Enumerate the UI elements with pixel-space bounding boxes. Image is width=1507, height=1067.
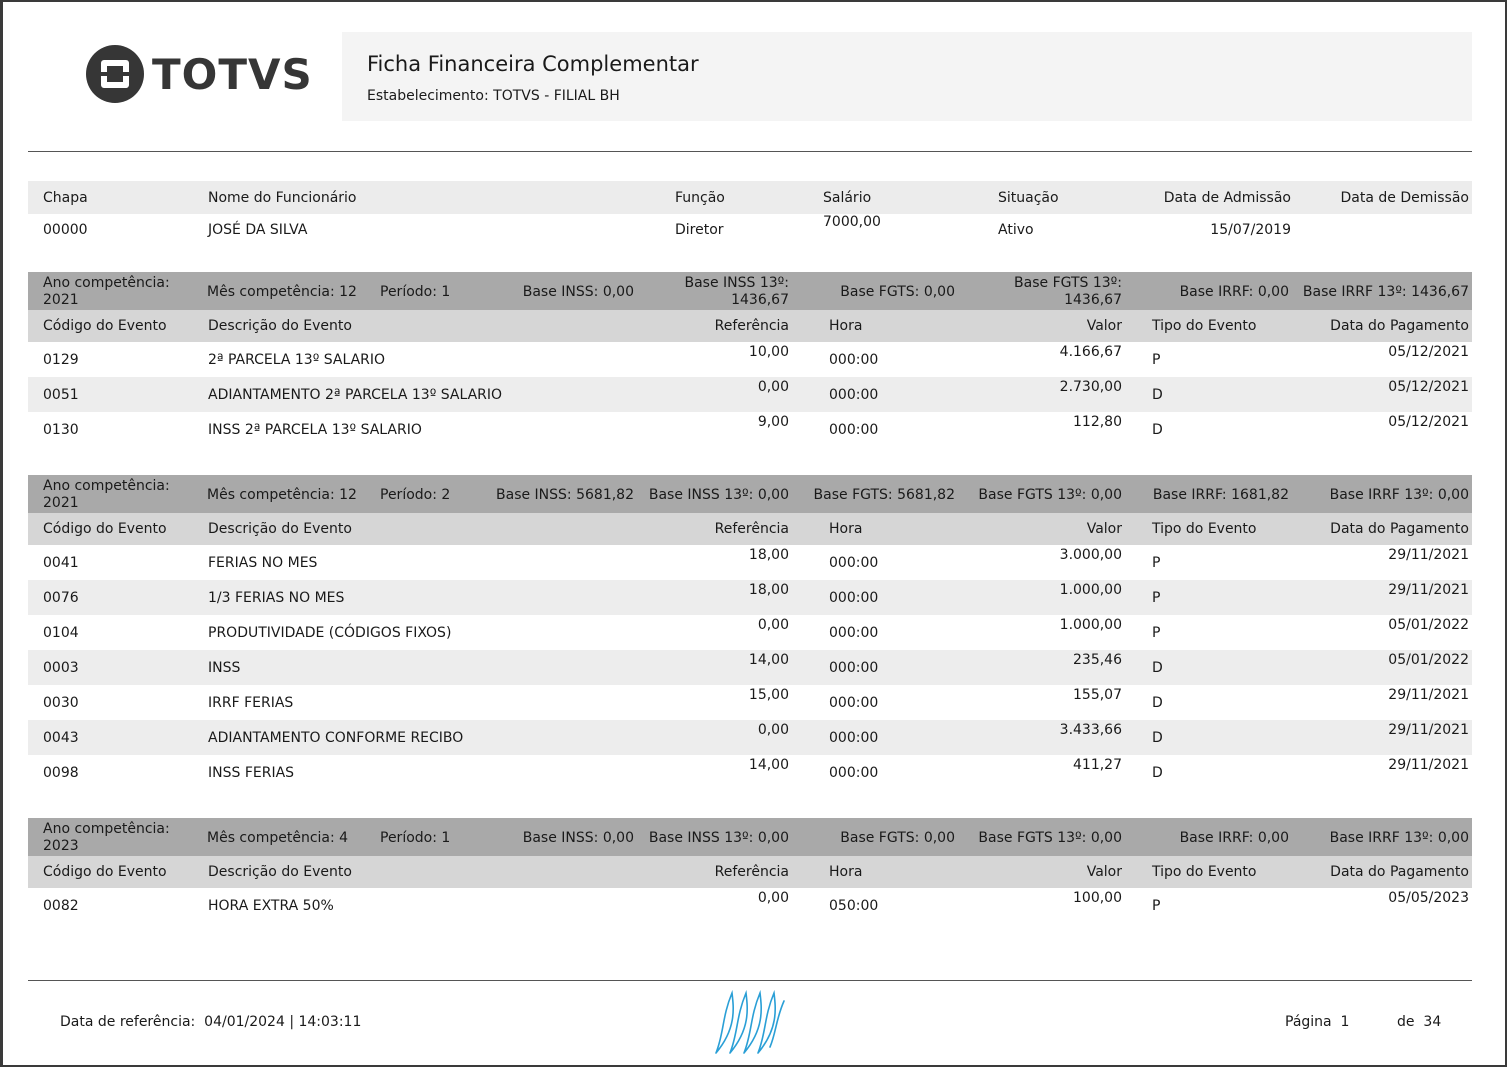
event-description: PRODUTIVIDADE (CÓDIGOS FIXOS) bbox=[208, 625, 452, 641]
employee-salario: 7000,00 bbox=[823, 214, 881, 230]
event-hour: 000:00 bbox=[829, 352, 879, 368]
col-tipo: Tipo do Evento bbox=[1152, 521, 1257, 537]
event-payment-date: 29/11/2021 bbox=[1388, 722, 1469, 738]
reference-separator: | bbox=[289, 1014, 295, 1030]
col-referencia: Referência bbox=[714, 318, 789, 334]
employee-header bbox=[28, 181, 1472, 214]
ano-value: 2021 bbox=[43, 495, 79, 511]
col-valor: Valor bbox=[1086, 318, 1122, 334]
label-chapa: Chapa bbox=[43, 190, 88, 206]
base-inss: Base INSS: 5681,82 bbox=[496, 487, 634, 503]
event-description: INSS FERIAS bbox=[208, 765, 295, 781]
label-admissao: Data de Admissão bbox=[1163, 190, 1291, 206]
mes-competencia: Mês competência: 4 bbox=[207, 830, 349, 846]
table-row bbox=[28, 755, 1472, 790]
report-title: Ficha Financeira Complementar bbox=[367, 52, 699, 76]
label-funcao: Função bbox=[675, 190, 725, 206]
event-code: 0098 bbox=[43, 765, 79, 781]
event-code: 0041 bbox=[43, 555, 79, 571]
event-payment-date: 29/11/2021 bbox=[1388, 687, 1469, 703]
page-label: Página bbox=[1285, 1014, 1332, 1030]
event-code: 0129 bbox=[43, 352, 79, 368]
table-row bbox=[28, 720, 1472, 755]
table-row bbox=[28, 888, 1472, 923]
event-reference: 18,00 bbox=[748, 582, 789, 598]
event-reference: 15,00 bbox=[748, 687, 789, 703]
base-fgts: Base FGTS: 5681,82 bbox=[813, 487, 955, 503]
event-code: 0076 bbox=[43, 590, 79, 606]
event-value: 3.433,66 bbox=[1059, 722, 1122, 738]
base-fgts13: Base FGTS 13º: 0,00 bbox=[978, 487, 1122, 503]
event-type: P bbox=[1152, 590, 1161, 606]
section-header bbox=[28, 272, 1472, 310]
event-hour: 000:00 bbox=[829, 555, 879, 571]
base-irrf: Base IRRF: 1681,82 bbox=[1152, 487, 1289, 503]
label-demissao: Data de Demissão bbox=[1340, 190, 1469, 206]
event-reference: 9,00 bbox=[757, 414, 789, 430]
event-value: 112,80 bbox=[1073, 414, 1122, 430]
ano-label: Ano competência: bbox=[43, 275, 170, 291]
event-reference: 14,00 bbox=[748, 652, 789, 668]
table-row bbox=[28, 650, 1472, 685]
event-type: D bbox=[1152, 730, 1163, 746]
page-of-label: de bbox=[1397, 1014, 1415, 1030]
page-indicator bbox=[1285, 1014, 1349, 1030]
col-referencia: Referência bbox=[714, 521, 789, 537]
column-header bbox=[28, 513, 1472, 545]
table-row bbox=[28, 615, 1472, 650]
event-payment-date: 05/12/2021 bbox=[1388, 379, 1469, 395]
event-description: ADIANTAMENTO 2ª PARCELA 13º SALARIO bbox=[208, 387, 503, 403]
event-type: D bbox=[1152, 765, 1163, 781]
employee-nome: JOSÉ DA SILVA bbox=[208, 222, 308, 238]
event-reference: 0,00 bbox=[757, 722, 789, 738]
event-type: P bbox=[1152, 352, 1161, 368]
col-valor: Valor bbox=[1086, 864, 1122, 880]
table-row bbox=[28, 685, 1472, 720]
establishment bbox=[367, 88, 620, 104]
event-code: 0043 bbox=[43, 730, 79, 746]
event-description: FERIAS NO MES bbox=[208, 555, 318, 571]
event-description: HORA EXTRA 50% bbox=[208, 898, 334, 914]
totvs-waves-icon bbox=[712, 989, 788, 1057]
ano-value: 2021 bbox=[43, 292, 79, 308]
event-payment-date: 05/05/2023 bbox=[1388, 890, 1469, 906]
page-number: 1 bbox=[1340, 1014, 1350, 1030]
base-inss: Base INSS: 0,00 bbox=[522, 830, 634, 846]
event-value: 2.730,00 bbox=[1059, 379, 1122, 395]
base-fgts: Base FGTS: 0,00 bbox=[840, 284, 955, 300]
event-description: INSS 2ª PARCELA 13º SALARIO bbox=[208, 422, 422, 438]
event-code: 0082 bbox=[43, 898, 79, 914]
employee-funcao: Diretor bbox=[675, 222, 724, 238]
event-hour: 000:00 bbox=[829, 660, 879, 676]
col-codigo: Código do Evento bbox=[43, 864, 167, 880]
competency-section bbox=[28, 818, 1472, 923]
event-description: IRRF FERIAS bbox=[208, 695, 294, 711]
reference-date-value: 04/01/2024 bbox=[204, 1014, 285, 1030]
event-reference: 0,00 bbox=[757, 379, 789, 395]
base-fgts13: Base FGTS 13º: bbox=[1014, 275, 1122, 291]
periodo: Período: 1 bbox=[380, 830, 451, 846]
label-nome: Nome do Funcionário bbox=[208, 190, 357, 206]
event-type: D bbox=[1152, 422, 1163, 438]
event-value: 235,46 bbox=[1073, 652, 1122, 668]
col-data-pagamento: Data do Pagamento bbox=[1330, 318, 1469, 334]
reference-date bbox=[60, 1014, 361, 1030]
event-type: D bbox=[1152, 387, 1163, 403]
ano-value: 2023 bbox=[43, 838, 79, 854]
column-header bbox=[28, 856, 1472, 888]
header-divider bbox=[28, 151, 1472, 152]
event-hour: 000:00 bbox=[829, 590, 879, 606]
event-hour: 000:00 bbox=[829, 730, 879, 746]
totvs-logo-icon bbox=[86, 45, 144, 103]
event-hour: 000:00 bbox=[829, 422, 879, 438]
base-inss13: Base INSS 13º: 0,00 bbox=[648, 830, 789, 846]
event-payment-date: 05/12/2021 bbox=[1388, 414, 1469, 430]
report-title-box bbox=[342, 32, 1472, 121]
label-salario: Salário bbox=[823, 190, 872, 206]
establishment-value: TOTVS - FILIAL BH bbox=[493, 88, 620, 104]
footer-divider bbox=[28, 980, 1472, 981]
col-valor: Valor bbox=[1086, 521, 1122, 537]
event-payment-date: 29/11/2021 bbox=[1388, 582, 1469, 598]
employee-chapa: 00000 bbox=[43, 222, 88, 238]
col-hora: Hora bbox=[829, 864, 863, 880]
ano-label: Ano competência: bbox=[43, 821, 170, 837]
periodo: Período: 2 bbox=[380, 487, 451, 503]
event-reference: 18,00 bbox=[748, 547, 789, 563]
col-tipo: Tipo do Evento bbox=[1152, 864, 1257, 880]
mes-competencia: Mês competência: 12 bbox=[207, 284, 357, 300]
event-code: 0030 bbox=[43, 695, 79, 711]
event-payment-date: 29/11/2021 bbox=[1388, 757, 1469, 773]
event-payment-date: 05/12/2021 bbox=[1388, 344, 1469, 360]
event-description: ADIANTAMENTO CONFORME RECIBO bbox=[208, 730, 464, 746]
base-inss13: Base INSS 13º: bbox=[684, 275, 789, 291]
base-inss13: Base INSS 13º: 0,00 bbox=[648, 487, 789, 503]
event-code: 0104 bbox=[43, 625, 79, 641]
event-value: 100,00 bbox=[1073, 890, 1122, 906]
brand-name: TOTVS bbox=[152, 49, 313, 99]
col-descricao: Descrição do Evento bbox=[208, 318, 352, 334]
col-referencia: Referência bbox=[714, 864, 789, 880]
page-total bbox=[1397, 1014, 1441, 1030]
event-value: 155,07 bbox=[1073, 687, 1122, 703]
event-reference: 0,00 bbox=[757, 617, 789, 633]
event-value: 1.000,00 bbox=[1059, 617, 1122, 633]
section-header bbox=[28, 475, 1472, 513]
mes-competencia: Mês competência: 12 bbox=[207, 487, 357, 503]
base-irrf13: Base IRRF 13º: 1436,67 bbox=[1302, 284, 1469, 300]
event-payment-date: 29/11/2021 bbox=[1388, 547, 1469, 563]
col-descricao: Descrição do Evento bbox=[208, 521, 352, 537]
event-type: P bbox=[1152, 555, 1161, 571]
col-codigo: Código do Evento bbox=[43, 521, 167, 537]
col-codigo: Código do Evento bbox=[43, 318, 167, 334]
reference-label: Data de referência: bbox=[60, 1014, 196, 1030]
base-irrf: Base IRRF: 0,00 bbox=[1179, 830, 1289, 846]
page-total-value: 34 bbox=[1423, 1014, 1442, 1030]
table-row bbox=[28, 342, 1472, 377]
event-reference: 0,00 bbox=[757, 890, 789, 906]
ano-label: Ano competência: bbox=[43, 478, 170, 494]
event-description: 1/3 FERIAS NO MES bbox=[208, 590, 345, 606]
event-type: D bbox=[1152, 695, 1163, 711]
event-code: 0051 bbox=[43, 387, 79, 403]
event-type: P bbox=[1152, 625, 1161, 641]
competency-section bbox=[28, 272, 1472, 447]
label-situacao: Situação bbox=[998, 190, 1059, 206]
col-descricao: Descrição do Evento bbox=[208, 864, 352, 880]
event-value: 411,27 bbox=[1073, 757, 1122, 773]
col-hora: Hora bbox=[829, 521, 863, 537]
base-fgts: Base FGTS: 0,00 bbox=[840, 830, 955, 846]
table-row bbox=[28, 377, 1472, 412]
event-payment-date: 05/01/2022 bbox=[1388, 617, 1469, 633]
table-row bbox=[28, 580, 1472, 615]
col-data-pagamento: Data do Pagamento bbox=[1330, 521, 1469, 537]
base-irrf: Base IRRF: 0,00 bbox=[1179, 284, 1289, 300]
section-header bbox=[28, 818, 1472, 856]
event-reference: 14,00 bbox=[748, 757, 789, 773]
totvs-logo bbox=[86, 45, 313, 103]
event-value: 1.000,00 bbox=[1059, 582, 1122, 598]
base-irrf13: Base IRRF 13º: 0,00 bbox=[1329, 487, 1469, 503]
event-payment-date: 05/01/2022 bbox=[1388, 652, 1469, 668]
event-description: INSS bbox=[208, 660, 241, 676]
event-type: P bbox=[1152, 898, 1161, 914]
base-fgts13: Base FGTS 13º: 0,00 bbox=[978, 830, 1122, 846]
competency-section bbox=[28, 475, 1472, 790]
base-irrf13: Base IRRF 13º: 0,00 bbox=[1329, 830, 1469, 846]
base-inss13-value: 1436,67 bbox=[731, 292, 789, 308]
event-code: 0003 bbox=[43, 660, 79, 676]
event-hour: 000:00 bbox=[829, 695, 879, 711]
column-header bbox=[28, 310, 1472, 342]
col-tipo: Tipo do Evento bbox=[1152, 318, 1257, 334]
col-hora: Hora bbox=[829, 318, 863, 334]
reference-time-value: 14:03:11 bbox=[298, 1014, 362, 1030]
event-hour: 000:00 bbox=[829, 765, 879, 781]
table-row bbox=[28, 545, 1472, 580]
event-hour: 000:00 bbox=[829, 387, 879, 403]
base-inss: Base INSS: 0,00 bbox=[522, 284, 634, 300]
event-value: 3.000,00 bbox=[1059, 547, 1122, 563]
event-hour: 050:00 bbox=[829, 898, 879, 914]
base-fgts13-value: 1436,67 bbox=[1064, 292, 1122, 308]
employee-situacao: Ativo bbox=[998, 222, 1034, 238]
col-data-pagamento: Data do Pagamento bbox=[1330, 864, 1469, 880]
event-description: 2ª PARCELA 13º SALARIO bbox=[208, 352, 386, 368]
employee-admissao: 15/07/2019 bbox=[1210, 222, 1291, 238]
table-row bbox=[28, 412, 1472, 447]
periodo: Período: 1 bbox=[380, 284, 451, 300]
event-value: 4.166,67 bbox=[1059, 344, 1122, 360]
establishment-label: Estabelecimento: bbox=[367, 88, 489, 104]
event-code: 0130 bbox=[43, 422, 79, 438]
event-reference: 10,00 bbox=[748, 344, 789, 360]
event-hour: 000:00 bbox=[829, 625, 879, 641]
event-type: D bbox=[1152, 660, 1163, 676]
